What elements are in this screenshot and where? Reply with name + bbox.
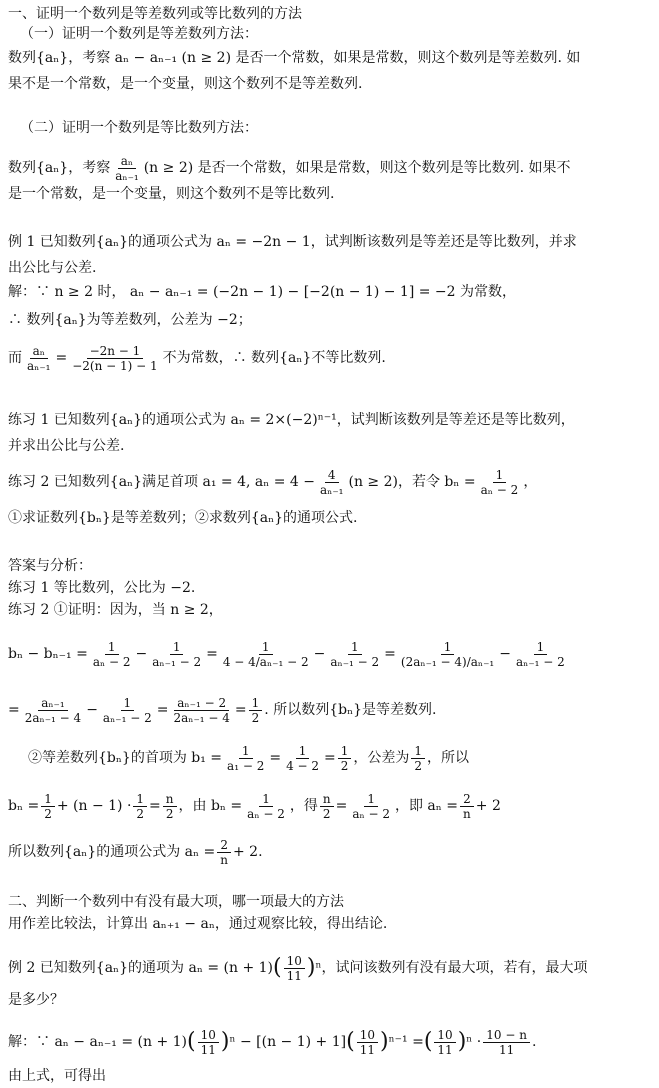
- denominator: 11: [200, 1042, 216, 1057]
- text: 解：∵ aₙ − aₙ₋₁ = (n + 1): [8, 1034, 187, 1050]
- denominator: 4 − 4/aₙ₋₁ − 2: [222, 654, 309, 669]
- denominator: aₙ − 2: [92, 654, 131, 669]
- text: ②等差数列{bₙ}的首项为 b₁ =: [28, 750, 223, 766]
- fraction: [220, 640, 312, 669]
- numerator: 1: [259, 640, 273, 655]
- practice-1-cont: [8, 436, 653, 456]
- text: ⁿ⁻¹ =: [388, 1034, 424, 1050]
- numerator: 1: [41, 792, 55, 807]
- practice-1: [8, 410, 653, 430]
- text: 用作差比较法，计算出 aₙ₊₁ − aₙ，通过观察比较，得出结论.: [8, 916, 388, 932]
- text: ，即 aₙ =: [394, 798, 459, 814]
- denominator: aₙ₋₁ − 2: [515, 654, 565, 669]
- section-2-title: [8, 892, 653, 912]
- text: 而: [8, 350, 22, 366]
- text: ∴ 数列{aₙ}为等差数列，公差为 −2；: [8, 312, 252, 328]
- text: −: [86, 702, 98, 718]
- denominator: aₙ₋₁: [320, 482, 344, 497]
- text: ，得: [289, 798, 318, 814]
- text: 所以数列{aₙ}的通项公式为 aₙ =: [8, 844, 216, 860]
- denominator: n: [463, 806, 471, 821]
- text: =: [384, 646, 396, 662]
- numerator: −2n − 1: [87, 344, 144, 359]
- text: =: [206, 646, 218, 662]
- numerator: 10 − n: [483, 1028, 530, 1043]
- fraction: [90, 640, 134, 669]
- solution-line: [8, 338, 653, 378]
- text: −: [499, 646, 511, 662]
- denominator: 4 − 2: [286, 758, 320, 773]
- text: + 2.: [233, 844, 263, 860]
- numerator: 1: [411, 744, 425, 759]
- subsection-2-title: [20, 118, 653, 138]
- denominator: aₙ₋₁: [27, 358, 51, 373]
- denominator: 2aₙ₋₁ − 4: [24, 710, 82, 725]
- text: 并求出公比与公差.: [8, 438, 125, 454]
- denominator: aₙ − 2: [480, 482, 519, 497]
- denominator: aₙ₋₁ − 2: [330, 654, 380, 669]
- text: (n ≥ 2) 是否一个常数，如果是常数，则这个数列是等比数列. 如果不: [143, 160, 571, 176]
- denominator: 2: [44, 806, 52, 821]
- text: 数列{aₙ}，考察: [8, 160, 111, 176]
- numerator: 10: [198, 1028, 219, 1043]
- text: ⁿ ·: [466, 1034, 482, 1050]
- example-2-cont: [8, 990, 653, 1010]
- fraction: [349, 792, 393, 821]
- paren: (: [346, 1029, 355, 1054]
- practice-2-cont: [8, 508, 653, 528]
- text: ，由 bₙ =: [178, 798, 243, 814]
- numerator: 2: [217, 838, 231, 853]
- text: 练习 1 已知数列{aₙ}的通项公式为 aₙ = 2×(−2)ⁿ⁻¹，试判断该数列是等差还是等比数列，: [8, 412, 575, 428]
- text: bₙ =: [8, 798, 40, 814]
- fraction: [249, 696, 263, 725]
- text: 是多少？: [8, 992, 64, 1008]
- denominator: 2: [136, 806, 145, 821]
- text: =: [234, 702, 247, 718]
- paren: ): [457, 1029, 467, 1054]
- denominator: 2: [165, 806, 174, 821]
- paragraph: [8, 1066, 653, 1086]
- numerator: 1: [534, 640, 548, 655]
- derivation-line: [8, 690, 653, 730]
- text: ⁿ − [(n − 1) + 1]: [229, 1034, 347, 1050]
- numerator: 1: [133, 792, 147, 807]
- fraction: [483, 1028, 530, 1057]
- denominator: 11: [286, 968, 302, 983]
- denominator: (2aₙ₋₁ − 4)/aₙ₋₁: [400, 654, 495, 669]
- fraction: [149, 640, 204, 669]
- text: =: [269, 750, 282, 766]
- denominator: 2: [251, 710, 260, 725]
- numerator: 1: [348, 640, 362, 655]
- text: =: [149, 798, 161, 814]
- derivation-line: [8, 626, 653, 682]
- numerator: 10: [357, 1028, 378, 1043]
- paragraph: [8, 74, 653, 94]
- text: 不为常数，∴ 数列{aₙ}不等比数列.: [162, 350, 386, 366]
- example-1-cont: [8, 258, 653, 278]
- fraction: [320, 792, 334, 821]
- fraction: [317, 468, 347, 497]
- paragraph: [8, 48, 653, 68]
- numerator: 1: [441, 640, 455, 655]
- fraction: [170, 696, 232, 725]
- fraction: [327, 640, 382, 669]
- fraction: [338, 744, 352, 773]
- text: −: [313, 646, 326, 662]
- fraction: [69, 344, 160, 373]
- text: + (n − 1) ·: [56, 798, 132, 814]
- fraction: [133, 792, 147, 821]
- numerator: 2: [460, 792, 474, 807]
- denominator: n: [220, 852, 228, 867]
- text: 答案与分析：: [8, 558, 92, 574]
- numerator: n: [163, 792, 177, 807]
- text: 果不是一个常数，是一个变量，则这个数列不是等差数列.: [8, 76, 363, 92]
- text: ，所以: [427, 750, 470, 766]
- text: 数列{aₙ}，考察 aₙ − aₙ₋₁ (n ≥ 2) 是否一个常数，如果是常数，则这个数列是等差数列. 如: [8, 50, 581, 66]
- answer-2: [8, 600, 653, 620]
- denominator: aₙ₋₁ − 2: [102, 710, 152, 725]
- fraction: [100, 696, 155, 725]
- fraction: [244, 792, 288, 821]
- text: 一、证明一个数列是等差数列或等比数列的方法: [8, 6, 302, 22]
- text: + 2: [475, 798, 501, 814]
- text: 例 2 已知数列{aₙ}的通项为 aₙ = (n + 1): [8, 960, 273, 976]
- fraction: [513, 640, 568, 669]
- derivation-line: [8, 786, 653, 826]
- text: 二、判断一个数列中有没有最大项，哪一项最大的方法: [8, 894, 344, 910]
- numerator: 10: [284, 954, 305, 969]
- text: =: [335, 798, 348, 814]
- section-1-title: [8, 4, 653, 24]
- text: . 所以数列{bₙ}是等差数列.: [264, 702, 437, 718]
- denominator: −2(n − 1) − 1: [72, 358, 158, 373]
- fraction: [24, 344, 54, 373]
- numerator: 1: [364, 792, 378, 807]
- text: 解：∵ n ≥ 2 时， aₙ − aₙ₋₁ = (−2n − 1) − [−2(n − 1) − 1] = −2 为常数，: [8, 284, 517, 300]
- paren: (: [187, 1029, 196, 1054]
- example-1: [8, 232, 653, 252]
- text: 例 1 已知数列{aₙ}的通项公式为 aₙ = −2n − 1，试判断该数列是等差还是等比数列，并求: [8, 234, 577, 250]
- text: =: [156, 702, 169, 718]
- numerator: 1: [296, 744, 310, 759]
- denominator: 11: [359, 1042, 375, 1057]
- fraction: [283, 744, 322, 773]
- paren: (: [423, 1029, 433, 1054]
- numerator: 1: [105, 640, 119, 655]
- answers-title: [8, 556, 653, 576]
- denominator: 2aₙ₋₁ − 4: [173, 710, 230, 725]
- paragraph: [8, 184, 653, 204]
- numerator: 1: [259, 792, 273, 807]
- text: 出公比与公差.: [8, 260, 97, 276]
- denominator: a₁ − 2: [227, 758, 265, 773]
- fraction: [163, 792, 177, 821]
- numerator: 4: [325, 468, 339, 483]
- denominator: aₙ₋₁: [115, 168, 139, 183]
- fraction: [22, 696, 84, 725]
- denominator: 2: [340, 758, 349, 773]
- paragraph: [8, 914, 653, 934]
- fraction: [460, 792, 474, 821]
- solution-line: [8, 1020, 653, 1064]
- text: （一）证明一个数列是等差数列方法：: [20, 26, 258, 42]
- denominator: aₙ₋₁ − 2: [152, 654, 202, 669]
- text: ，: [523, 474, 538, 490]
- text: 练习 1 等比数列，公比为 −2.: [8, 580, 196, 596]
- denominator: 2: [414, 758, 423, 773]
- numerator: aₙ: [30, 344, 48, 359]
- text: =: [324, 750, 336, 766]
- fraction: [217, 838, 231, 867]
- text: 练习 2 ①证明：因为，当 n ≥ 2，: [8, 602, 223, 618]
- text: 练习 2 已知数列{aₙ}满足首项 a₁ = 4, aₙ = 4 −: [8, 474, 315, 490]
- fraction: [434, 1028, 455, 1057]
- fraction: [198, 1028, 219, 1057]
- denominator: 2: [322, 806, 331, 821]
- paren: ): [306, 955, 316, 980]
- fraction: [398, 640, 497, 669]
- answer-1: [8, 578, 653, 598]
- paren: ): [220, 1029, 230, 1054]
- denominator: 11: [498, 1042, 515, 1057]
- text: ⁿ，试问该数列有没有最大项，若有，最大项: [315, 960, 588, 976]
- numerator: 1: [239, 744, 253, 759]
- fraction: [41, 792, 55, 821]
- fraction: [112, 154, 142, 183]
- paren: ): [379, 1029, 389, 1054]
- numerator: 1: [249, 696, 263, 711]
- text: −: [135, 646, 148, 662]
- text: bₙ − bₙ₋₁ =: [8, 646, 88, 662]
- text: .: [531, 1034, 537, 1050]
- denominator: 11: [437, 1042, 453, 1057]
- fraction: [411, 744, 425, 773]
- numerator: 10: [434, 1028, 455, 1043]
- derivation-line: [28, 738, 653, 778]
- solution-line: [8, 282, 653, 302]
- denominator: aₙ − 2: [247, 806, 285, 821]
- paragraph: [8, 148, 653, 188]
- paren: (: [273, 955, 282, 980]
- numerator: aₙ₋₁ − 2: [174, 696, 229, 711]
- fraction: [284, 954, 305, 983]
- text: 由上式，可得出: [8, 1068, 106, 1084]
- numerator: 1: [338, 744, 352, 759]
- solution-line: [8, 310, 653, 330]
- fraction: [224, 744, 267, 773]
- text: ，公差为: [353, 750, 410, 766]
- subsection-1-title: [20, 24, 653, 44]
- text: =: [8, 702, 20, 718]
- numerator: 1: [170, 640, 184, 655]
- numerator: n: [320, 792, 334, 807]
- example-2: [8, 946, 653, 990]
- numerator: 1: [493, 468, 507, 483]
- practice-2: [8, 462, 653, 502]
- numerator: aₙ: [118, 154, 136, 169]
- text: （二）证明一个数列是等比数列方法：: [20, 120, 258, 136]
- numerator: 1: [121, 696, 135, 711]
- text: (n ≥ 2)，若令 bₙ =: [348, 474, 476, 490]
- fraction: [478, 468, 522, 497]
- text: =: [55, 350, 68, 366]
- text: 是一个常数，是一个变量，则这个数列不是等比数列.: [8, 186, 335, 202]
- denominator: aₙ − 2: [352, 806, 390, 821]
- fraction: [357, 1028, 378, 1057]
- derivation-line: [8, 832, 653, 872]
- text: ①求证数列{bₙ}是等差数列；②求数列{aₙ}的通项公式.: [8, 510, 358, 526]
- numerator: aₙ₋₁: [38, 696, 68, 711]
